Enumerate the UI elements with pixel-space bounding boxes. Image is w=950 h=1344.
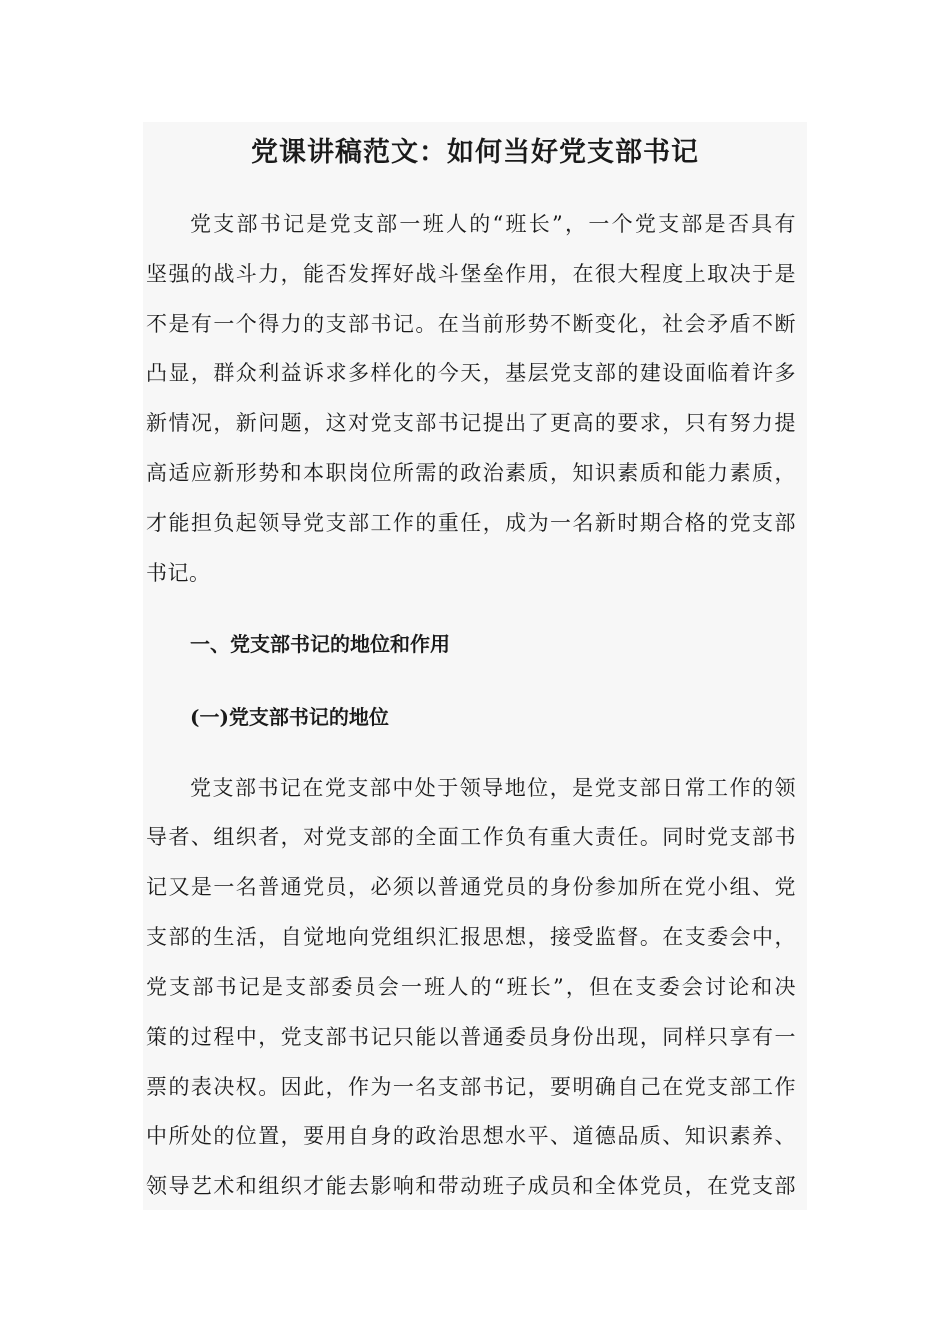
paragraph-line: 党支部书记是党支部一班人的“班长”，一个党支部是否具有 bbox=[190, 212, 796, 236]
paragraph-line: 不是有一个得力的支部书记。在当前形势不断变化，社会矛盾不断 bbox=[146, 312, 796, 336]
paragraph-line: 书记。 bbox=[146, 561, 211, 585]
paragraph-line: 新情况，新问题，这对党支部书记提出了更高的要求，只有努力提 bbox=[146, 411, 796, 435]
section-heading: 一、党支部书记的地位和作用 bbox=[190, 632, 450, 656]
paragraph-line: 坚强的战斗力，能否发挥好战斗堡垒作用，在很大程度上取决于是 bbox=[146, 262, 796, 286]
paragraph-line: 才能担负起领导党支部工作的重任，成为一名新时期合格的党支部 bbox=[146, 511, 796, 535]
paragraph-line: 导者、组织者，对党支部的全面工作负有重大责任。同时党支部书 bbox=[146, 825, 796, 849]
paragraph-line: 策的过程中，党支部书记只能以普通委员身份出现，同样只享有一 bbox=[146, 1025, 796, 1049]
paragraph-line: 支部的生活，自觉地向党组织汇报思想，接受监督。在支委会中， bbox=[146, 925, 796, 949]
paragraph-line: 高适应新形势和本职岗位所需的政治素质，知识素质和能力素质， bbox=[146, 461, 796, 485]
paragraph-line: 记又是一名普通党员，必须以普通党员的身份参加所在党小组、党 bbox=[146, 875, 796, 899]
document-title: 党课讲稿范文：如何当好党支部书记 bbox=[251, 137, 699, 168]
paragraph-line: 党支部书记在党支部中处于领导地位，是党支部日常工作的领 bbox=[190, 776, 796, 800]
paragraph-line: 票的表决权。因此，作为一名支部书记，要明确自己在党支部工作 bbox=[146, 1075, 796, 1099]
paragraph-line: 领导艺术和组织才能去影响和带动班子成员和全体党员，在党支部 bbox=[146, 1174, 796, 1198]
paragraph-line: 党支部书记是支部委员会一班人的“班长”，但在支委会讨论和决 bbox=[146, 975, 796, 999]
subsection-heading: (一)党支部书记的地位 bbox=[190, 705, 389, 729]
paragraph-line: 中所处的位置，要用自身的政治思想水平、道德品质、知识素养、 bbox=[146, 1124, 796, 1148]
paragraph-line: 凸显，群众利益诉求多样化的今天，基层党支部的建设面临着许多 bbox=[146, 361, 796, 385]
